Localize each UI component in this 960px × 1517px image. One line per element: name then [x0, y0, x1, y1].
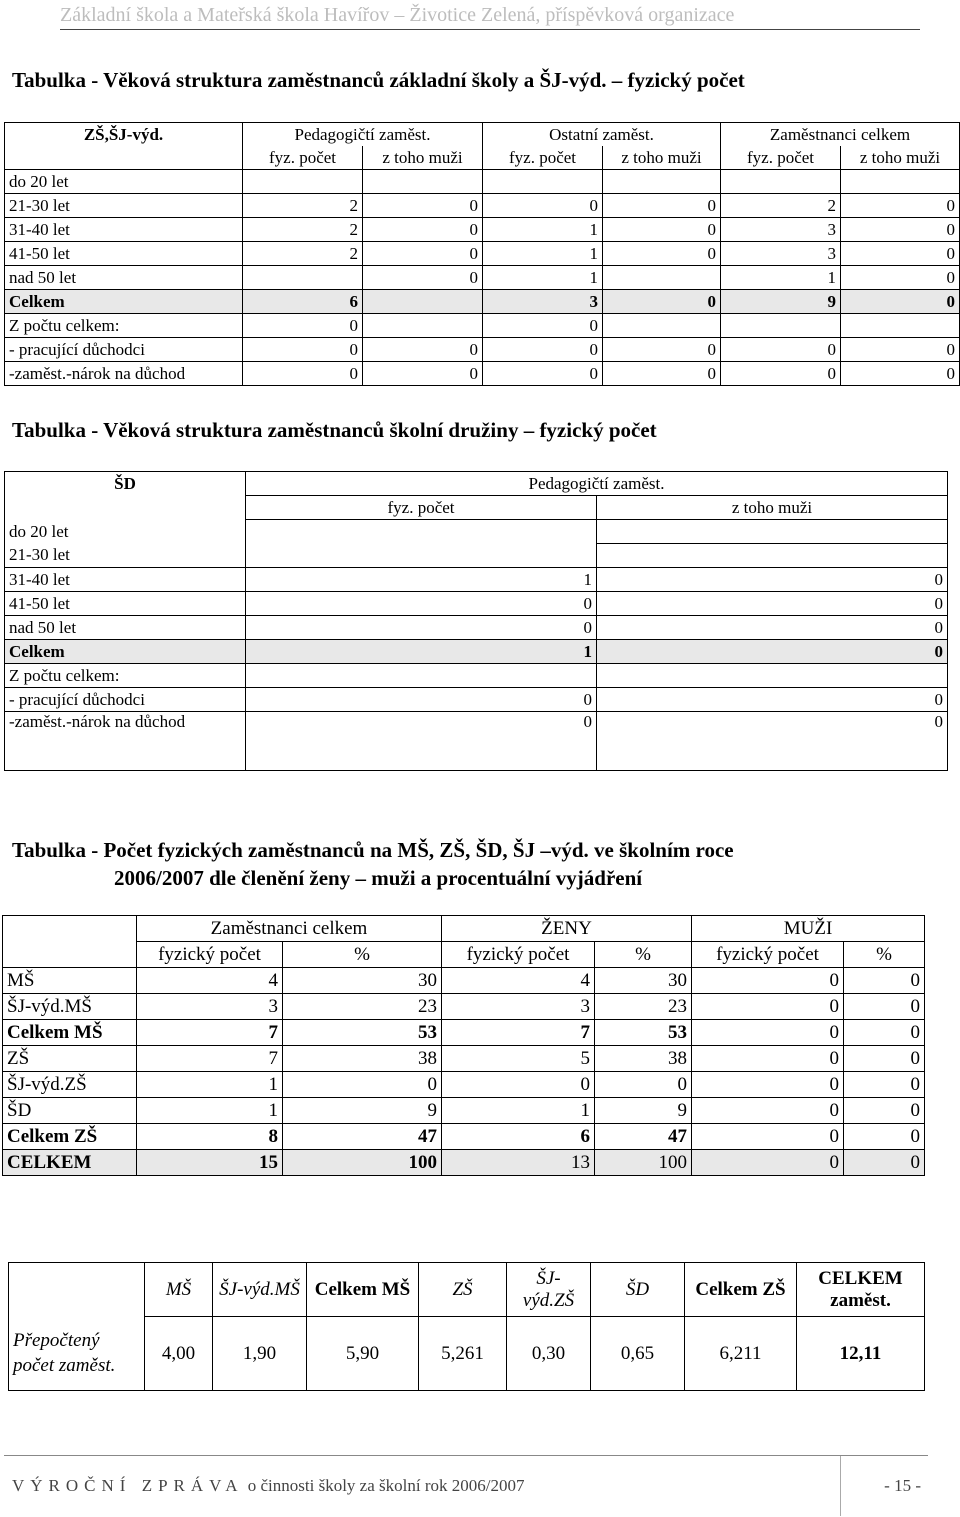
cell: 0 — [692, 1150, 844, 1176]
table2-subhead: z toho muži — [597, 496, 948, 520]
cell: 1 — [483, 218, 603, 242]
cell: 30 — [595, 968, 692, 994]
cell: 0,65 — [591, 1317, 685, 1391]
table-row — [5, 616, 948, 640]
row-label: MŠ — [3, 968, 137, 994]
cell: 0 — [841, 338, 960, 362]
cell: 0 — [597, 712, 948, 771]
cell: 0 — [246, 592, 597, 616]
table2-subhead: fyz. počet — [246, 496, 597, 520]
row-label: 21-30 let — [5, 194, 243, 218]
cell — [246, 544, 597, 568]
table-row-subtotal — [3, 1124, 925, 1150]
cell: 0 — [692, 1124, 844, 1150]
row-label: -zaměst.-nárok na důchod — [5, 362, 243, 386]
table1-corner: ZŠ,ŠJ-výd. — [5, 123, 243, 147]
cell: 9 — [721, 290, 841, 314]
table-row — [5, 170, 960, 194]
row-label: -zaměst.-nárok na důchod — [5, 712, 246, 771]
table-row — [5, 592, 948, 616]
cell: 3 — [721, 218, 841, 242]
row-label: nad 50 let — [5, 266, 243, 290]
cell: 0 — [692, 1046, 844, 1072]
cell: 0 — [597, 640, 948, 664]
cell: 100 — [283, 1150, 442, 1176]
cell: 0 — [243, 314, 363, 338]
cell: 0 — [841, 362, 960, 386]
cell: 0 — [442, 1072, 595, 1098]
cell: 100 — [595, 1150, 692, 1176]
page-header: Základní škola a Mateřská škola Havířov – Životice Zelená, příspěvková organizace — [60, 4, 920, 30]
table-row — [5, 314, 960, 338]
cell: 0 — [363, 362, 483, 386]
cell — [721, 170, 841, 194]
cell: 7 — [137, 1020, 283, 1046]
cell — [597, 664, 948, 688]
cell: 13 — [442, 1150, 595, 1176]
cell: 4 — [137, 968, 283, 994]
cell: 5,90 — [307, 1317, 419, 1391]
cell: 0 — [844, 1072, 925, 1098]
table-row — [5, 664, 948, 688]
table4-head: MŠ — [145, 1263, 213, 1317]
table-row — [5, 544, 948, 568]
cell: 0 — [692, 1072, 844, 1098]
row-label: ŠJ-výd.ZŠ — [3, 1072, 137, 1098]
table3-group-total: Zaměstnanci celkem — [137, 916, 442, 942]
table1-subhead: z toho muži — [603, 146, 721, 170]
table4-corner — [9, 1263, 145, 1317]
cell: 1 — [483, 242, 603, 266]
table4-head: ŠD — [591, 1263, 685, 1317]
table2-corner-blank — [5, 496, 246, 520]
row-label: Celkem MŠ — [3, 1020, 137, 1046]
row-label: Přepočtený počet zaměst. — [9, 1317, 145, 1391]
row-label: 31-40 let — [5, 568, 246, 592]
table3-title: Tabulka - Počet fyzických zaměstnanců na MŠ, ZŠ, ŠD, ŠJ –výd. ve školním roce — [12, 838, 734, 862]
row-label: Celkem — [5, 290, 243, 314]
row-label: 41-50 let — [5, 242, 243, 266]
cell: 0 — [841, 290, 960, 314]
cell — [841, 170, 960, 194]
cell: 0 — [603, 338, 721, 362]
row-label: do 20 let — [5, 170, 243, 194]
cell: 2 — [243, 194, 363, 218]
cell: 38 — [595, 1046, 692, 1072]
table3-corner — [3, 916, 137, 942]
cell: 0 — [243, 362, 363, 386]
cell: 0 — [844, 1020, 925, 1046]
row-label: CELKEM — [3, 1150, 137, 1176]
cell: 3 — [442, 994, 595, 1020]
cell — [597, 520, 948, 544]
cell: 0 — [363, 242, 483, 266]
table3-subhead: fyzický počet — [692, 942, 844, 968]
cell: 0 — [483, 194, 603, 218]
table-row — [5, 218, 960, 242]
cell — [721, 314, 841, 338]
cell: 0 — [363, 266, 483, 290]
table3-subhead: % — [844, 942, 925, 968]
cell: 0 — [363, 218, 483, 242]
cell: 0 — [721, 362, 841, 386]
cell — [246, 664, 597, 688]
cell: 0 — [597, 592, 948, 616]
cell: 0 — [844, 1046, 925, 1072]
cell: 3 — [137, 994, 283, 1020]
table3-corner-blank — [3, 942, 137, 968]
cell: 0 — [841, 218, 960, 242]
table-row — [3, 994, 925, 1020]
table1-subhead: fyz. počet — [483, 146, 603, 170]
cell: 0 — [603, 362, 721, 386]
table1-subhead: z toho muži — [841, 146, 960, 170]
row-label: Celkem — [5, 640, 246, 664]
cell: 4 — [442, 968, 595, 994]
table-row-total — [5, 640, 948, 664]
table-row — [5, 194, 960, 218]
table-row — [5, 568, 948, 592]
table1-group-total: Zaměstnanci celkem — [721, 123, 960, 147]
cell: 6 — [243, 290, 363, 314]
cell: 23 — [595, 994, 692, 1020]
table-row — [3, 1072, 925, 1098]
footer-report-title: VÝROČNÍ ZPRÁVA — [12, 1476, 244, 1495]
cell: 0 — [363, 194, 483, 218]
cell: 0 — [692, 994, 844, 1020]
cell — [363, 170, 483, 194]
table-row — [5, 362, 960, 386]
table3-subhead: % — [595, 942, 692, 968]
cell: 2 — [721, 194, 841, 218]
footer-divider — [4, 1455, 928, 1456]
table-age-structure-sd — [4, 471, 948, 771]
cell: 5,261 — [419, 1317, 507, 1391]
cell: 0 — [246, 712, 597, 771]
table-employees-gender — [2, 915, 925, 1176]
row-label: 31-40 let — [5, 218, 243, 242]
table-row — [5, 712, 948, 771]
table4-head: ZŠ — [419, 1263, 507, 1317]
table-row — [5, 688, 948, 712]
row-label: Celkem ZŠ — [3, 1124, 137, 1150]
cell — [603, 314, 721, 338]
cell — [603, 170, 721, 194]
cell: 6 — [442, 1124, 595, 1150]
cell: 0 — [483, 338, 603, 362]
cell: 47 — [595, 1124, 692, 1150]
cell: 0 — [243, 338, 363, 362]
row-label: Z počtu celkem: — [5, 664, 246, 688]
row-label: ŠJ-výd.MŠ — [3, 994, 137, 1020]
table-row — [5, 266, 960, 290]
cell — [243, 266, 363, 290]
table3-subhead: % — [283, 942, 442, 968]
cell: 7 — [442, 1020, 595, 1046]
row-label: - pracující důchodci — [5, 338, 243, 362]
row-label: - pracující důchodci — [5, 688, 246, 712]
table-row-total — [3, 1150, 925, 1176]
table1-title: Tabulka - Věková struktura zaměstnanců základní školy a ŠJ-výd. – fyzický počet — [12, 68, 745, 92]
table4-head: CELKEM zaměst. — [797, 1263, 925, 1317]
page-number: - 15 - — [884, 1476, 921, 1495]
cell: 0 — [246, 616, 597, 640]
table1-group-pedagogical: Pedagogičtí zaměst. — [243, 123, 483, 147]
cell: 4,00 — [145, 1317, 213, 1391]
cell: 0 — [692, 968, 844, 994]
cell: 30 — [283, 968, 442, 994]
cell: 0 — [603, 242, 721, 266]
cell: 0 — [483, 314, 603, 338]
footer-report-subtitle: o činnosti školy za školní rok 2006/2007 — [247, 1476, 525, 1495]
page-footer — [12, 1476, 927, 1496]
row-label: ŠD — [3, 1098, 137, 1124]
cell: 0 — [692, 1098, 844, 1124]
cell — [363, 290, 483, 314]
table1-corner-blank — [5, 146, 243, 170]
row-label: 41-50 let — [5, 592, 246, 616]
cell: 53 — [283, 1020, 442, 1046]
table3-subhead: fyzický počet — [442, 942, 595, 968]
cell — [246, 520, 597, 544]
cell: 1 — [246, 568, 597, 592]
cell: 3 — [483, 290, 603, 314]
table3-group-men: MUŽI — [692, 916, 925, 942]
cell: 23 — [283, 994, 442, 1020]
cell: 1 — [483, 266, 603, 290]
cell: 0 — [597, 568, 948, 592]
table-row — [3, 968, 925, 994]
cell: 7 — [137, 1046, 283, 1072]
cell: 0 — [597, 688, 948, 712]
cell: 0 — [841, 266, 960, 290]
table3-group-women: ŽENY — [442, 916, 692, 942]
cell: 9 — [595, 1098, 692, 1124]
cell: 38 — [283, 1046, 442, 1072]
table3-title-line2: 2006/2007 dle členění ženy – muži a procentuální vyjádření — [114, 866, 643, 890]
cell: 0 — [844, 1098, 925, 1124]
row-label: ZŠ — [3, 1046, 137, 1072]
cell: 0 — [603, 194, 721, 218]
cell: 47 — [283, 1124, 442, 1150]
row-label: nad 50 let — [5, 616, 246, 640]
cell: 0 — [844, 994, 925, 1020]
table-age-structure-zs — [4, 122, 960, 386]
cell: 6,211 — [685, 1317, 797, 1391]
table4-head: Celkem MŠ — [307, 1263, 419, 1317]
table3-subhead: fyzický počet — [137, 942, 283, 968]
table-row — [5, 338, 960, 362]
cell: 15 — [137, 1150, 283, 1176]
cell — [597, 544, 948, 568]
row-label: 21-30 let — [5, 544, 246, 568]
cell: 0 — [603, 290, 721, 314]
table4-head: ŠJ-výd.ZŠ — [507, 1263, 591, 1317]
table-row — [5, 242, 960, 266]
table4-head: Celkem ZŠ — [685, 1263, 797, 1317]
cell: 0 — [692, 1020, 844, 1046]
cell: 0 — [844, 1150, 925, 1176]
cell — [483, 170, 603, 194]
cell — [841, 314, 960, 338]
cell: 53 — [595, 1020, 692, 1046]
cell: 0 — [246, 688, 597, 712]
table-row — [5, 520, 948, 544]
cell — [603, 266, 721, 290]
cell: 0 — [363, 338, 483, 362]
cell: 0 — [844, 968, 925, 994]
row-label: do 20 let — [5, 520, 246, 544]
table-row — [9, 1317, 925, 1391]
cell: 0 — [841, 242, 960, 266]
cell: 1 — [137, 1072, 283, 1098]
cell: 0,30 — [507, 1317, 591, 1391]
cell: 0 — [841, 194, 960, 218]
cell: 2 — [243, 242, 363, 266]
cell: 0 — [603, 218, 721, 242]
table-row-total — [5, 290, 960, 314]
table2-group: Pedagogičtí zaměst. — [246, 472, 948, 496]
cell — [363, 314, 483, 338]
cell: 0 — [597, 616, 948, 640]
table-row — [3, 1098, 925, 1124]
table1-subhead: z toho muži — [363, 146, 483, 170]
cell: 1 — [246, 640, 597, 664]
table-fte-recalculated — [8, 1262, 925, 1391]
table1-subhead: fyz. počet — [243, 146, 363, 170]
table1-subhead: fyz. počet — [721, 146, 841, 170]
cell — [243, 170, 363, 194]
cell: 0 — [844, 1124, 925, 1150]
cell: 8 — [137, 1124, 283, 1150]
table2-title: Tabulka - Věková struktura zaměstnanců školní družiny – fyzický počet — [12, 418, 657, 442]
cell: 0 — [283, 1072, 442, 1098]
table4-head: ŠJ-výd.MŠ — [213, 1263, 307, 1317]
cell: 1,90 — [213, 1317, 307, 1391]
cell: 2 — [243, 218, 363, 242]
row-label: Z počtu celkem: — [5, 314, 243, 338]
cell: 1 — [137, 1098, 283, 1124]
cell: 5 — [442, 1046, 595, 1072]
table-row-subtotal — [3, 1020, 925, 1046]
cell: 1 — [442, 1098, 595, 1124]
cell: 1 — [721, 266, 841, 290]
table2-corner: ŠD — [5, 472, 246, 496]
table1-group-other: Ostatní zaměst. — [483, 123, 721, 147]
cell: 0 — [721, 338, 841, 362]
table-row — [3, 1046, 925, 1072]
cell: 0 — [483, 362, 603, 386]
cell: 12,11 — [797, 1317, 925, 1391]
cell: 0 — [595, 1072, 692, 1098]
cell: 3 — [721, 242, 841, 266]
cell: 9 — [283, 1098, 442, 1124]
